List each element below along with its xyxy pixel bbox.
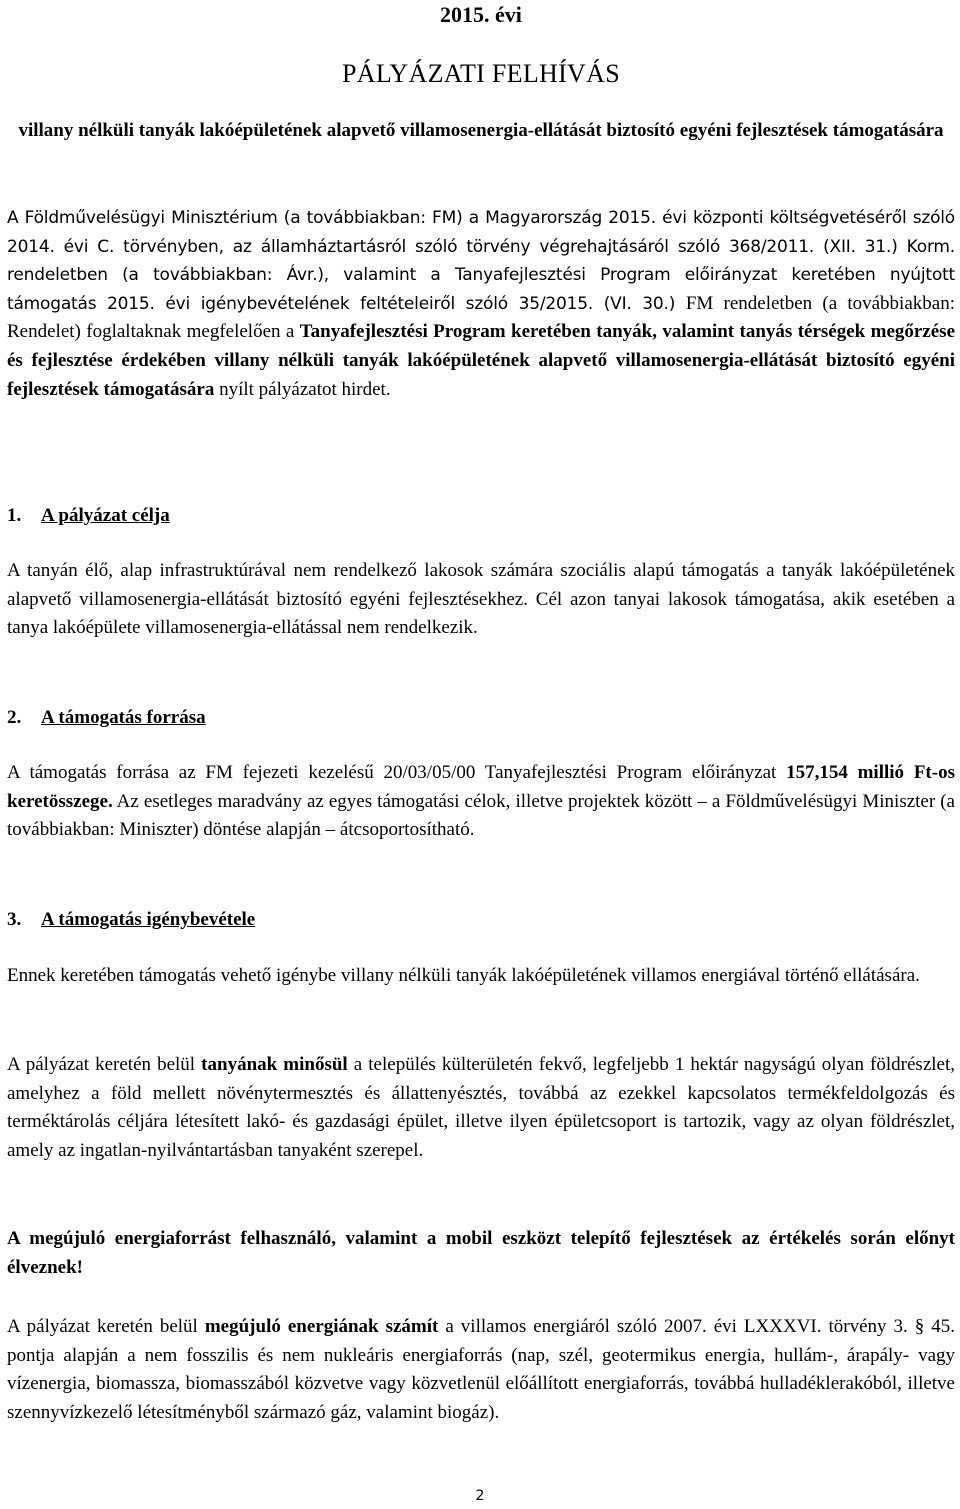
- section-3-number: 3.: [7, 909, 22, 930]
- section-1-heading: [7, 502, 170, 530]
- section-1-number: 1.: [7, 505, 22, 526]
- intro-bold: Tanyafejlesztési Program keretében tanyák, valamint tanyás térségek megőrzése és fejlesztése érdekében villany nélküli tanyák lakóépületének alapvető villamosenergia-ellátását biztosító egyéni fejlesztések támogatására: [7, 321, 955, 400]
- section-3-title: A támogatás igénybevétele: [41, 909, 256, 930]
- page-number: 2: [475, 1488, 485, 1504]
- section-2-heading: [7, 704, 206, 732]
- intro-text-a: A Földművelésügyi Minisztérium (a továbbiakban: FM) a Magyarország 2015. évi központi költségvetéséről szóló 2014. évi C. törvényben, az államháztartásról szóló törvény végrehajtásáról szóló 368/2011. (XII. 31.) Korm. rendeletben (a továbbiakban: Ávr.), valamint a Tanyafejlesztési Program előirányzat keretében nyújtott támogatás 2015. évi igénybevételének feltételeiről szóló 35/2015. (VI. 30.): [7, 208, 955, 314]
- section-1-title: A pályázat célja: [41, 505, 170, 526]
- section-2-title: A támogatás forrása: [41, 707, 206, 728]
- section-3-paragraph-2: [7, 1051, 955, 1165]
- section-2-text-b: Az esetleges maradvány az egyes támogatási célok, illetve projektek között – a Földművelésügyi Miniszter (a továbbiakban: Miniszter) döntése alapján – átcsoportosítható.: [7, 790, 955, 841]
- section-3-p2-bold: tanyának minősül: [201, 1054, 348, 1075]
- intro-paragraph: [7, 204, 955, 404]
- section-2-text: [7, 759, 955, 845]
- section-2-bold: 157,154 millió Ft-os keretösszege.: [7, 762, 955, 812]
- section-3-p4-bold: megújuló energiának számít: [204, 1316, 439, 1337]
- section-1-text: A tanyán élő, alap infrastruktúrával nem rendelkező lakosok számára szociális alapú támogatás a tanyák lakóépületének alapvető villamosenergia-ellátását biztosító egyéni fejlesztésekhez. Cél azon tanyai lakosok támogatása, akik esetében a tanya lakóépülete villamosenergia-ellátással nem rendelkezik.: [7, 560, 955, 639]
- section-3-paragraph-1: Ennek keretében támogatás vehető igénybe villany nélküli tanyák lakóépületének villamos energiával történő ellátására.: [7, 965, 920, 986]
- intro-text-c: nyílt pályázatot hirdet.: [214, 378, 391, 400]
- section-3-paragraph-4: [7, 1313, 955, 1427]
- section-3-paragraph-3: A megújuló energiaforrást felhasználó, valamint a mobil eszközt telepítő fejlesztések az értékelés során előnyt élveznek!: [7, 1228, 955, 1278]
- section-3-p2-text-b: a település külterületén fekvő, legfeljebb 1 hektár nagyságú olyan földrészlet, amelyhez a föld mellett növénytermesztés és állattenyésztés, továbbá az ezekkel kapcsolatos termékfeldolgozás és terméktárolás céljára létesített lakó- és gazdasági épület, illetve ilyen épületcsoport is tartozik, vagy az olyan földrészlet, amely az ingatlan-nyilvántartásban tanyaként szerepel.: [7, 1054, 955, 1161]
- section-3-p4-text-a: A pályázat keretén belül: [7, 1316, 205, 1337]
- intro-text-b: FM rendeletben (a továbbiakban: Rendelet) foglaltaknak megfelelően a: [7, 292, 955, 343]
- section-2-text-a: A támogatás forrása az FM fejezeti kezelésű 20/03/05/00 Tanyafejlesztési Program előirányzat: [7, 762, 787, 783]
- document-title: PÁLYÁZATI FELHÍVÁS: [342, 59, 620, 88]
- document-year: 2015. évi: [440, 2, 522, 27]
- section-3-p4-text-b: a villamos energiáról szóló 2007. évi LXXXVI. törvény 3. § 45. pontja alapján a nem fosszilis és nem nukleáris energiaforrás (nap, szél, geotermikus energia, hullám-, árapály- vagy vízenergia, biomassza, biomasszából közvetve vagy közvetlenül előállított energiaforrás, továbbá hulladéklerakóból, illetve szennyvízkezelő létesítményből származó gáz, valamint biogáz).: [7, 1316, 956, 1423]
- section-2-number: 2.: [7, 707, 22, 728]
- document-subtitle: villany nélküli tanyák lakóépületének alapvető villamosenergia-ellátását biztosító egyéni fejlesztések támogatására: [18, 120, 944, 141]
- section-3-heading: [7, 906, 255, 934]
- section-3-p2-text-a: A pályázat keretén belül: [7, 1054, 202, 1075]
